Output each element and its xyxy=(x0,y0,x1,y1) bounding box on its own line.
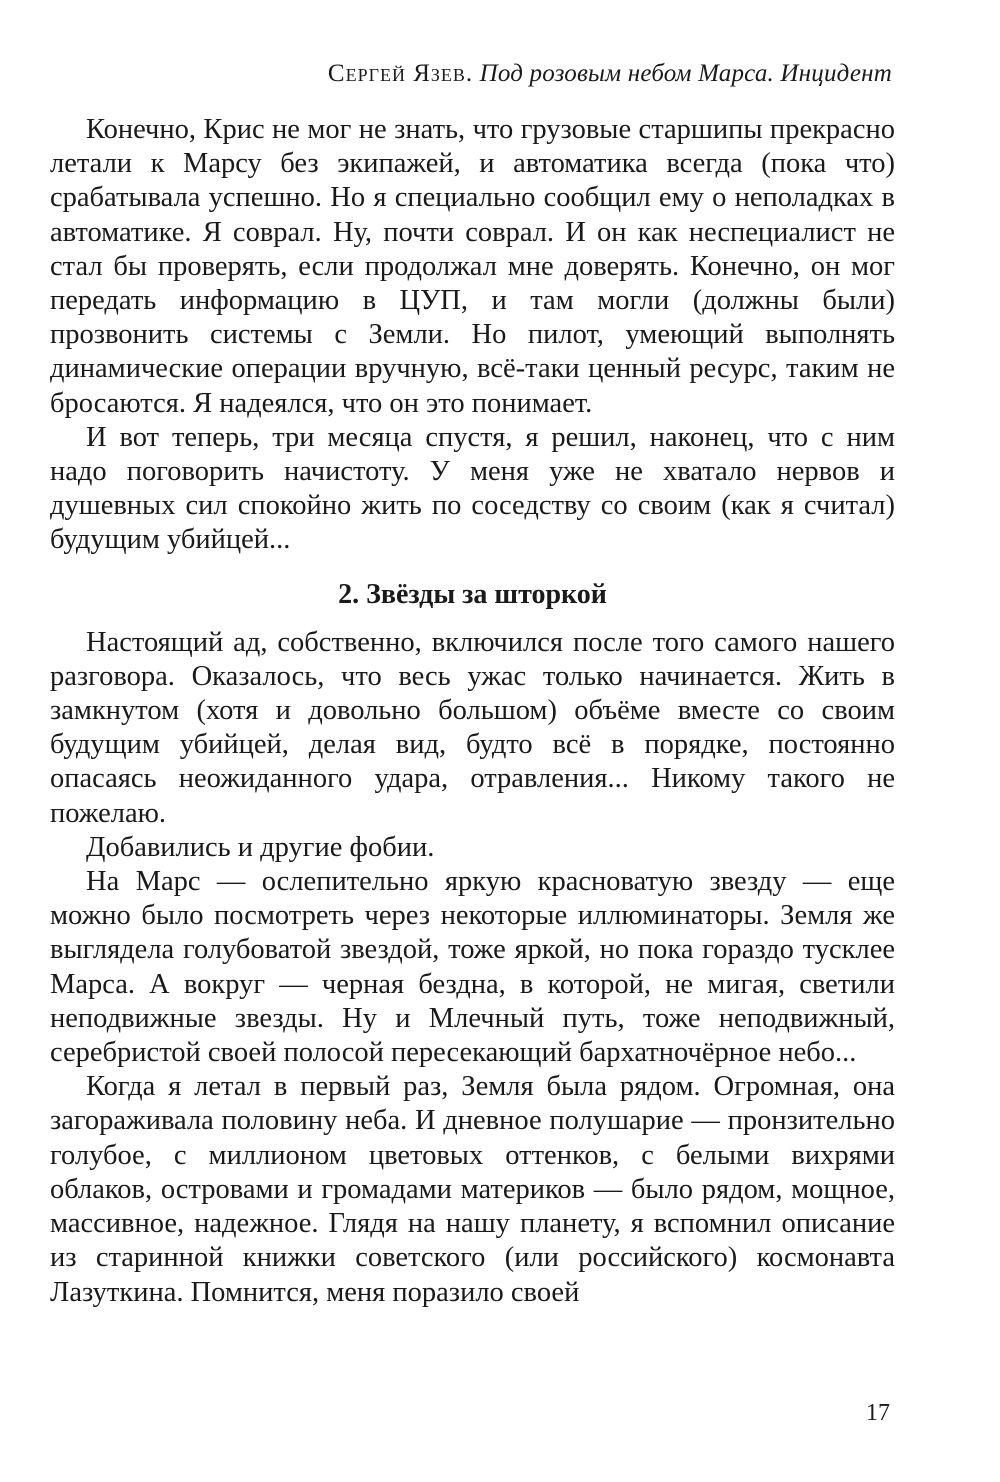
paragraph: И вот теперь, три месяца спустя, я решил, наконец, что с ним надо поговорить начистоту. У меня уже не хватало нервов и душевных сил спокойно жить по соседству со своим (как я считал) будущим убийцей... xyxy=(50,421,895,556)
section-heading: 2. Звёзды за шторкой xyxy=(338,578,607,610)
paragraph: Настоящий ад, собственно, включился после того самого нашего разговора. Оказалось, что весь ужас только начинается. Жить в замкнутом (хотя и довольно большом) объёме вместе со своим будущим убийцей, делая вид, будто всё в порядке, постоянно опасаясь неожиданного удара, отравления... Никому такого не пожелаю. xyxy=(50,626,895,829)
paragraph: На Марс — ослепительно яркую красноватую звезду — еще можно было посмотреть через некоторые иллюминаторы. Земля же выглядела голубоватой звездой, тоже яркой, но пока гораздо тусклее Марса. А вокруг — черная бездна, в которой, не мигая, светили неподвижные звезды. Ну и Млечный путь, тоже неподвижный, серебристой своей полосой пересекающий бархатночёрное небо... xyxy=(50,866,895,1069)
page-number: 17 xyxy=(866,1400,890,1426)
paragraph: Конечно, Крис не мог не знать, что грузовые старшипы прекрасно летали к Марсу без экипажей, и автоматика всегда (пока что) срабатывала успешно. Но я специально сообщил ему о неполадках в автоматике. Я соврал. Ну, почти соврал. И он как неспециалист не стал бы проверять, если продолжал мне доверять. Конечно, он мог передать информацию в ЦУП, и там могли (должны были) прозвонить системы с Земли. Но пилот, умеющий выполнять динамические операции вручную, всё-таки ценный ресурс, таким не бросаются. Я надеялся, что он это понимает. xyxy=(50,114,895,419)
header-book-title: Под розовым небом Марса. Инцидент xyxy=(479,60,892,87)
body-text xyxy=(50,113,895,1310)
paragraph: Когда я летал в первый раз, Земля была рядом. Огромная, она загораживала половину неба. И дневное полушарие — пронзительно голубое, с миллионом цветовых оттенков, с белыми вихрями облаков, островами и громадами материков — было рядом, мощное, массивное, надежное. Глядя на нашу планету, я вспомнил описание из старинной книжки советского (или российского) космонавта Лазуткина. Помнится, меня поразило своей xyxy=(50,1071,895,1308)
header-author: Сергей Язев. xyxy=(327,60,474,87)
paragraph: Добавились и другие фобии. xyxy=(86,831,435,863)
running-header xyxy=(328,60,892,88)
